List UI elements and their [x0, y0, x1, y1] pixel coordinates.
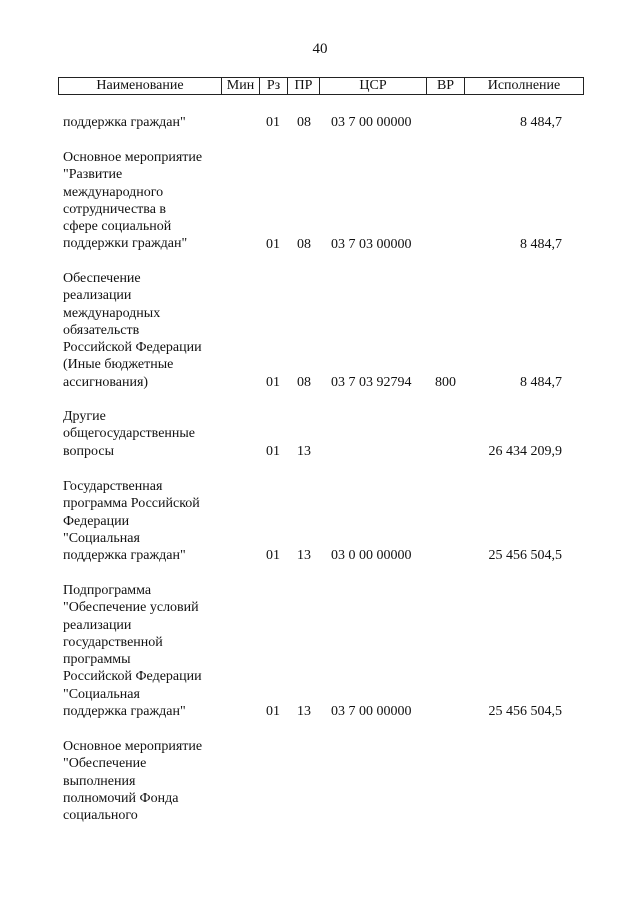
table-header: [58, 77, 584, 95]
row-pr: 13: [297, 443, 311, 459]
row-rz: 01: [266, 115, 280, 130]
row-rz: 01: [266, 374, 280, 390]
row-name: поддержка граждан": [63, 115, 186, 130]
row-csr: 03 7 00 00000: [331, 115, 412, 130]
row-pr: 13: [297, 704, 311, 720]
row-ispolnenie: 8 484,7: [520, 236, 562, 252]
row-rz: 01: [266, 548, 280, 564]
row-ispolnenie: 8 484,7: [520, 374, 562, 390]
row-pr: 08: [297, 374, 311, 390]
header-csr: ЦСР: [320, 78, 427, 94]
header-rz: Рз: [260, 78, 288, 94]
row-ispolnenie: 25 456 504,5: [488, 548, 562, 564]
page-number: 40: [312, 41, 328, 57]
row-pr: 08: [297, 236, 311, 252]
row-vr: 800: [435, 374, 456, 390]
row-pr: 13: [297, 548, 311, 564]
header-vr: ВР: [427, 78, 465, 94]
row-ispolnenie: 26 434 209,9: [488, 443, 562, 459]
row-pr: 08: [297, 115, 311, 130]
header-name: Наименование: [59, 78, 222, 94]
header-min: Мин: [222, 78, 260, 94]
row-csr: 03 0 00 00000: [331, 548, 412, 564]
row-name: Подпрограмма "Обеспечение условий реализации государственной программы Российской Федерации "Социальная поддержка граждан": [63, 583, 202, 720]
row-csr: 03 7 00 00000: [331, 704, 412, 720]
row-rz: 01: [266, 443, 280, 459]
row-name: Другие общегосударственные вопросы: [63, 409, 196, 459]
row-rz: 01: [266, 236, 280, 252]
row-rz: 01: [266, 704, 280, 720]
header-pr: ПР: [288, 78, 320, 94]
header-ispolnenie: Исполнение: [487, 78, 561, 93]
row-name: Основное мероприятие "Развитие международного сотрудничества в сфере социальной поддержки граждан": [63, 150, 203, 252]
row-csr: 03 7 03 92794: [331, 374, 412, 390]
row-name: Обеспечение реализации международных обязательств Российской Федерации (Иные бюджетные ассигнования): [63, 271, 202, 390]
row-ispolnenie: 8 484,7: [520, 115, 562, 130]
row-csr: 03 7 03 00000: [331, 236, 412, 252]
row-name: Основное мероприятие "Обеспечение выполнения полномочий Фонда социального: [63, 739, 203, 824]
row-name: Государственная программа Российской Федерации "Социальная поддержка граждан": [63, 479, 200, 564]
row-ispolnenie: 25 456 504,5: [488, 704, 562, 720]
